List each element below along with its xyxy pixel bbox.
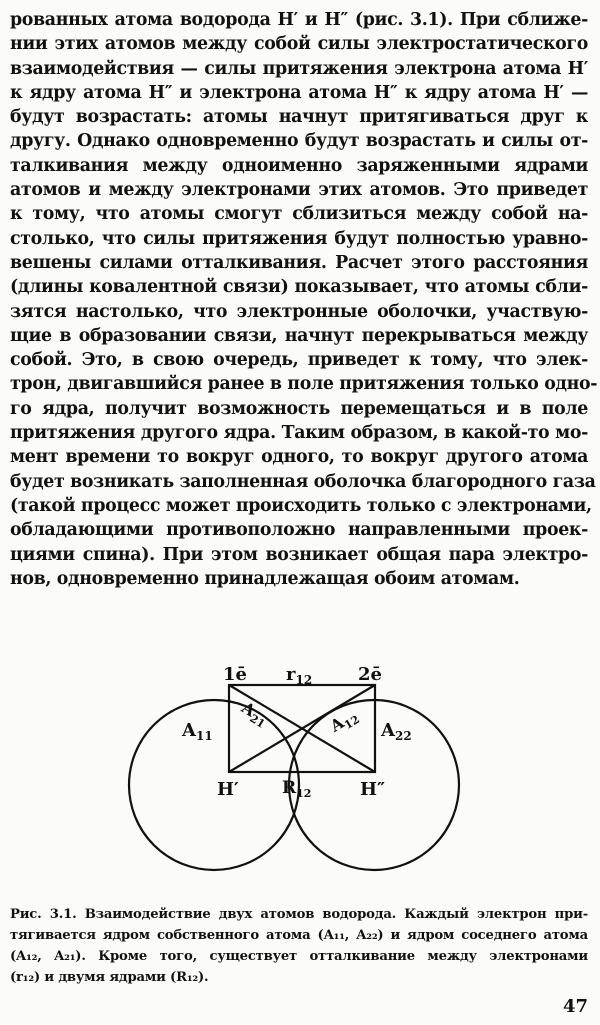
body-line: талкивания между одноименно заряженными ядрами xyxy=(10,155,588,176)
body-line: к тому, что атомы смогут сблизиться между собой на- xyxy=(10,204,588,225)
body-line: притяжения другого ядра. Таким образом, в какой-то мо- xyxy=(10,423,588,444)
atom-shell-left xyxy=(129,700,299,870)
nucleus-h-double-prime-label: H″ xyxy=(360,779,386,800)
body-line: щие в образовании связи, начнут перекрываться между xyxy=(10,325,588,346)
r12-nuclear-label: $R_{12}$ xyxy=(282,778,312,800)
body-line: будут возрастать: атомы начнут притягиваться друг к xyxy=(10,107,588,128)
body-line: обладающими противоположно направленными проек- xyxy=(10,520,588,541)
caption-line: Рис. 3.1. Взаимодействие двух атомов водорода. Каждый электрон при- xyxy=(10,907,588,922)
body-line: к ядру атома H″ и электрона атома H″ к ядру атома H′ — xyxy=(10,82,588,103)
body-line: нии этих атомов между собой силы электростатического xyxy=(10,34,588,55)
caption-line: тягивается ядром собственного атома (A₁₁, A₂₂) и ядром соседнего атома xyxy=(10,928,588,943)
body-line: зятся настолько, что электронные оболочки, участвую- xyxy=(10,301,588,322)
body-line: взаимодействия — силы притяжения электрона атома H′ xyxy=(10,58,588,79)
a12-label: $A_{12}$ xyxy=(326,712,362,736)
hydrogen-interaction-diagram xyxy=(0,650,600,890)
body-line: будет возникать заполненная оболочка благородного газа xyxy=(10,471,596,492)
page-number: 47 xyxy=(562,996,588,1017)
body-line: столько, что силы притяжения будут полностью уравно- xyxy=(10,228,588,249)
caption-line: (A₁₂, A₂₁). Кроме того, существует отталкивание между электронами xyxy=(10,949,588,964)
body-line: мент времени то вокруг одного, то вокруг другого атома xyxy=(10,447,588,468)
r12-label: $r_{12}$ xyxy=(286,664,313,687)
body-line: вешены силами отталкивания. Расчет этого расстояния xyxy=(10,252,588,273)
body-line: собой. Это, в свою очередь, приведет к тому, что элек- xyxy=(10,350,588,371)
figure-3-1 xyxy=(0,650,600,890)
body-line: атомов и между электронами этих атомов. Это приведет xyxy=(10,180,588,201)
body-line: го ядра, получит возможность перемещаться и в поле xyxy=(10,398,588,419)
body-line: (такой процесс может происходить только с электронами, xyxy=(10,495,592,516)
body-line: (длины ковалентной связи) показывает, что атомы сбли- xyxy=(10,277,588,298)
a22-label: $A_{22}$ xyxy=(381,720,412,743)
electron-1-label: 1ē xyxy=(223,664,247,685)
body-line: циями спина). При этом возникает общая пара электро- xyxy=(10,544,588,565)
a11-label: $A_{11}$ xyxy=(182,720,213,743)
body-line: нов, одновременно принадлежащая обоим атомам. xyxy=(10,568,520,589)
a21-label: $A_{21}$ xyxy=(238,697,268,731)
figure-caption xyxy=(10,904,588,988)
electron-2-label: 2ē xyxy=(358,664,382,685)
body-line: другу. Однако одновременно будут возрастать и силы от- xyxy=(10,131,588,152)
body-text xyxy=(10,8,598,591)
body-line: рованных атома водорода H′ и H″ (рис. 3.1). При сближе- xyxy=(10,10,588,30)
body-line: трон, двигавшийся ранее в поле притяжения только одно- xyxy=(10,374,598,395)
caption-line: (r₁₂) и двумя ядрами (R₁₂). xyxy=(10,970,209,985)
nucleus-h-prime-label: H′ xyxy=(217,779,239,800)
